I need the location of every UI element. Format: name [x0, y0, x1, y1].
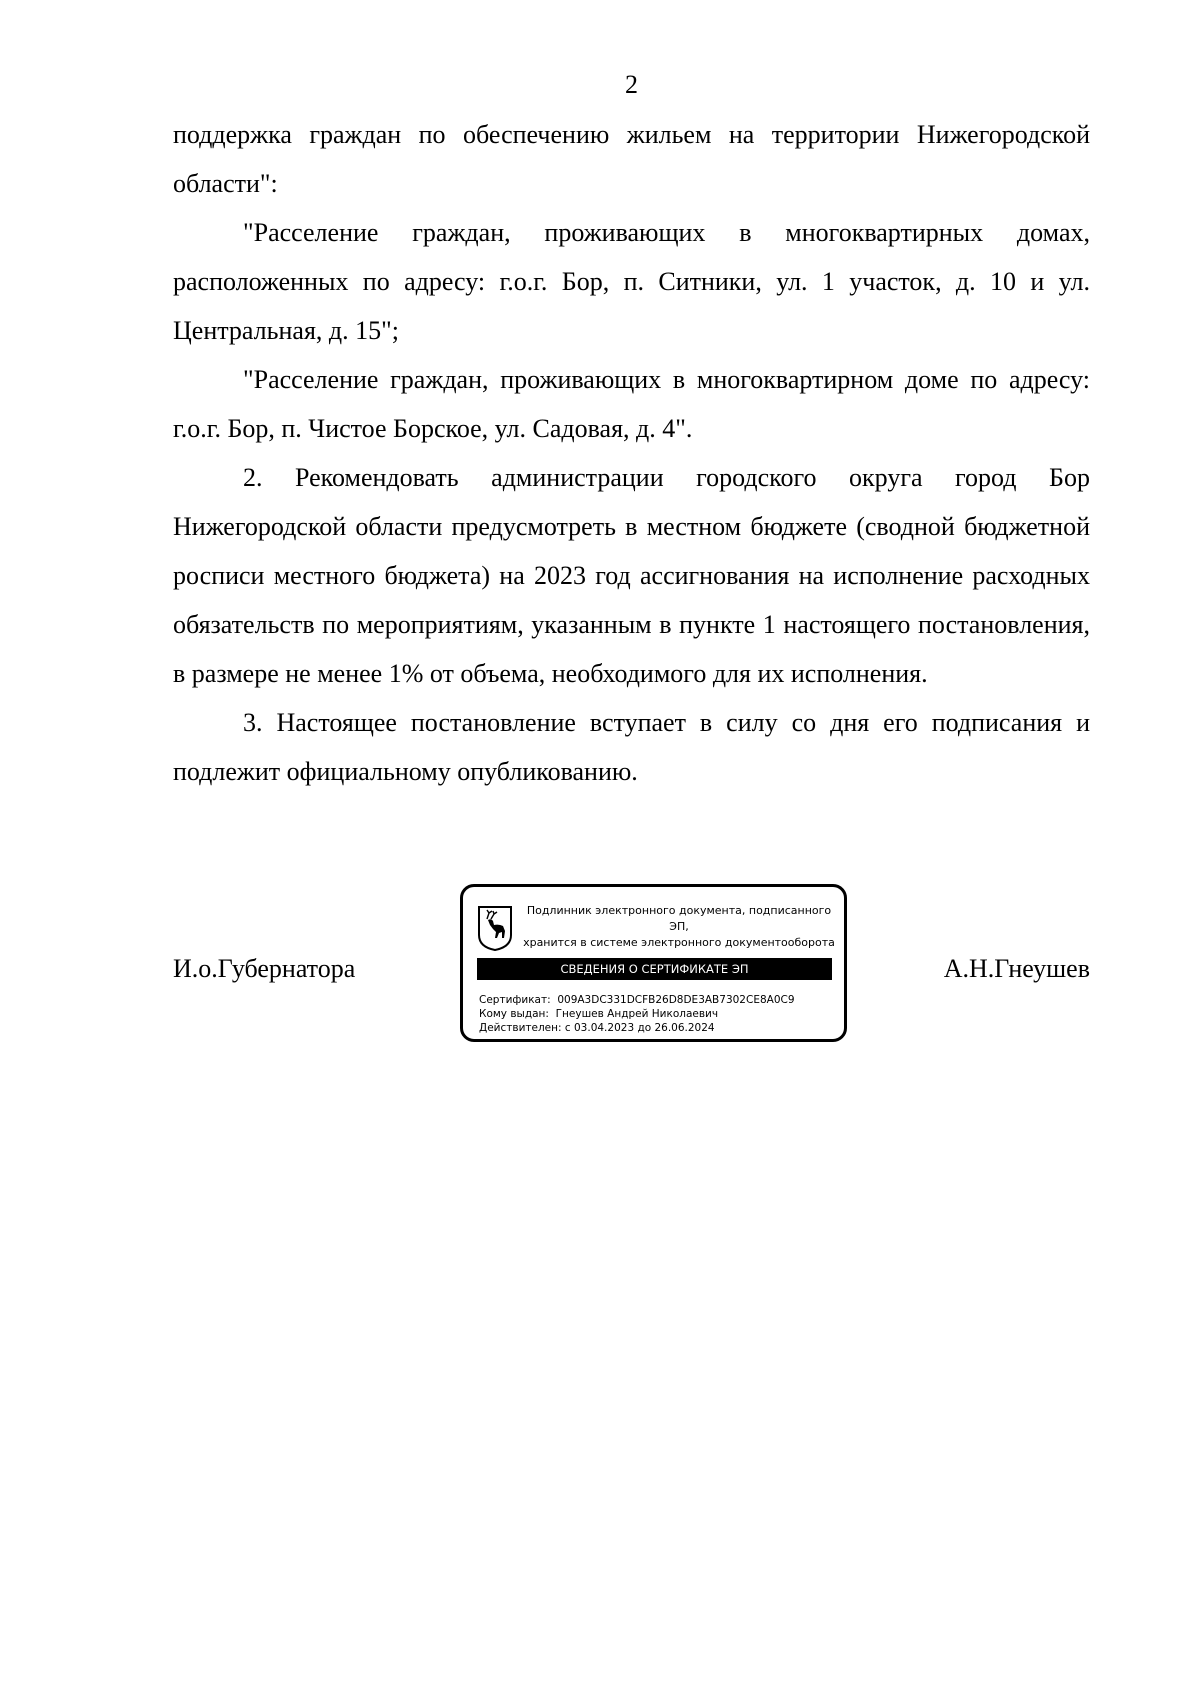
issued-to-value: Гнеушев Андрей Николаевич: [555, 1008, 719, 1020]
signatory-position: И.о.Губернатора: [173, 954, 356, 983]
electronic-signature-stamp: [460, 884, 847, 1042]
issued-to-label: Кому выдан:: [479, 1008, 549, 1020]
certificate-row: [479, 993, 795, 1007]
paragraph-resettlement-chistoe-borskoe: "Расселение граждан, проживающих в многоквартирном доме по адресу: г.о.г. Бор, п. Чистое Борское, ул. Садовая, д. 4".: [173, 365, 1090, 443]
signatory-name: А.Н.Гнеушев: [943, 954, 1090, 983]
stamp-certificate-title: СВЕДЕНИЯ О СЕРТИФИКАТЕ ЭП: [477, 958, 832, 980]
stamp-header-line1: Подлинник электронного документа, подписанного ЭП,: [526, 904, 832, 933]
issued-to-row: [479, 1007, 795, 1021]
paragraph-continuation: поддержка граждан по обеспечению жильем на территории Нижегородской области":: [173, 120, 1090, 198]
paragraph-item-2: 2. Рекомендовать администрации городского округа город Бор Нижегородской области предусмотреть в местном бюджете (сводной бюджетной росписи местного бюджета) на 2023 год ассигнования на исполнение расходных обязательств по мероприятиям, указанным в пункте 1 настоящего постановления, в размере не менее 1% от объема, необходимого для их исполнения.: [173, 463, 1090, 688]
valid-label: Действителен:: [479, 1022, 562, 1034]
stamp-header-line2: хранится в системе электронного документооборота: [523, 936, 835, 949]
stamp-certificate-details: [479, 993, 795, 1035]
certificate-value: 009A3DC331DCFB26D8DE3AB7302CE8A0C9: [557, 994, 795, 1006]
valid-value: с 03.04.2023 до 26.06.2024: [564, 1022, 715, 1034]
stamp-header: [519, 903, 839, 951]
valid-row: [479, 1021, 795, 1035]
certificate-label: Сертификат:: [479, 994, 551, 1006]
document-body: [173, 110, 1090, 796]
paragraph-item-3: 3. Настоящее постановление вступает в силу со дня его подписания и подлежит официальному опубликованию.: [173, 708, 1090, 786]
page-number: 2: [625, 70, 638, 99]
nizhny-novgorod-deer-emblem-icon: [477, 905, 513, 951]
paragraph-resettlement-sitniki: "Расселение граждан, проживающих в многоквартирных домах, расположенных по адресу: г.о.г. Бор, п. Ситники, ул. 1 участок, д. 10 и ул. Центральная, д. 15";: [173, 218, 1090, 345]
